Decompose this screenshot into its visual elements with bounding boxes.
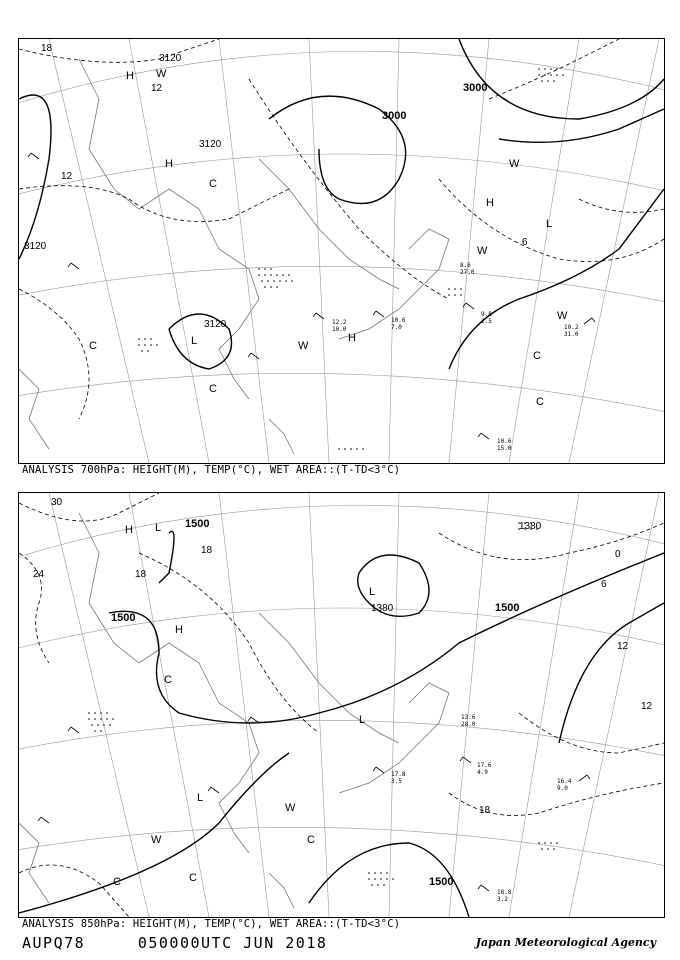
height-label: 1500 (495, 602, 520, 614)
wet-area (258, 268, 293, 288)
wet-area (448, 288, 462, 296)
height-contour (559, 603, 664, 743)
wet-area (538, 842, 558, 850)
wet-area (338, 448, 364, 450)
isotherm-label: 12 (617, 641, 629, 652)
system-marker: L (155, 522, 162, 534)
map-panel-700hpa (18, 38, 665, 464)
isotherm (519, 713, 664, 753)
wind-barb (208, 787, 219, 793)
isotherm (19, 186, 289, 222)
station-dewpoint: 4.9 (477, 769, 488, 776)
station-temp: 10.6 (391, 317, 406, 324)
isotherm-label: 18 (41, 43, 53, 54)
station-temp: 9.8 (481, 311, 492, 318)
station-dewpoint: 2.5 (481, 318, 492, 325)
wind-barbs (38, 717, 590, 891)
wind-barb (460, 757, 471, 763)
station-plot (481, 311, 492, 325)
wind-barb (28, 153, 39, 159)
system-marker: W (156, 68, 167, 80)
station-temp: 12.2 (332, 319, 347, 326)
station-dewpoint: 7.0 (391, 324, 402, 331)
isotherms (19, 39, 664, 419)
isotherm-label: 12 (61, 171, 73, 182)
system-marker: C (209, 178, 217, 190)
station-temp: 17.6 (477, 762, 492, 769)
system-marker: C (189, 872, 197, 884)
isotherm (439, 523, 664, 560)
station-dewpoint: 31.0 (564, 331, 579, 338)
station-dewpoint: 27.0 (460, 269, 475, 276)
station-plot (477, 762, 492, 776)
system-marker: L (359, 714, 366, 726)
system-marker: W (298, 340, 309, 352)
system-marker: C (164, 674, 172, 686)
height-contours (19, 531, 664, 917)
wet-areas (88, 522, 558, 886)
system-marker: L (191, 335, 198, 347)
station-dewpoint: 3.2 (497, 896, 508, 903)
isotherm-label: 18 (201, 545, 213, 556)
height-contour (19, 95, 51, 259)
isotherm-label: 0 (615, 549, 621, 560)
system-marker: W (151, 834, 162, 846)
height-label: 3120 (199, 139, 222, 150)
station-plot (332, 319, 347, 333)
system-marker: H (165, 158, 173, 170)
station-temp: 18.8 (497, 889, 512, 896)
system-marker: L (369, 586, 376, 598)
wind-barb (584, 318, 595, 324)
system-marker: C (209, 383, 217, 395)
wet-area (138, 338, 158, 352)
height-label: 3120 (24, 241, 47, 252)
panel-caption-700hpa: ANALYSIS 700hPa: HEIGHT(M), TEMP(°C), WET AREA::(T-TD<3°C) (22, 464, 401, 476)
height-contour (459, 39, 664, 119)
station-plot (564, 324, 579, 338)
coastline (19, 513, 449, 908)
wind-barb (579, 775, 590, 781)
map-700-svg (19, 39, 664, 463)
station-temp: 10.2 (564, 324, 579, 331)
isotherm (489, 39, 619, 99)
station-plot (461, 714, 476, 728)
map-850-svg (19, 493, 664, 917)
height-label: 1500 (111, 612, 136, 624)
system-marker: W (285, 802, 296, 814)
station-plot (557, 778, 572, 792)
system-marker: C (533, 350, 541, 362)
wind-barb (373, 311, 384, 317)
wind-barb (478, 885, 489, 891)
wet-area (538, 68, 564, 82)
height-labels (111, 518, 542, 888)
isotherm-label: 12 (151, 83, 163, 94)
height-contour (499, 109, 664, 142)
system-marker: C (536, 396, 544, 408)
wet-area (88, 712, 114, 732)
station-plot (391, 317, 406, 331)
wet-areas (138, 68, 564, 450)
system-marker: W (557, 310, 568, 322)
chart-code: AUPQ78 (22, 934, 86, 952)
isotherm-label: 18 (135, 569, 147, 580)
height-label: 3120 (159, 53, 182, 64)
system-marker: H (486, 197, 494, 209)
wind-barbs (28, 153, 595, 439)
panel-caption-850hpa: ANALYSIS 850hPa: HEIGHT(M), TEMP(°C), WET AREA::(T-TD<3°C) (22, 918, 401, 930)
system-marker: W (477, 245, 488, 257)
height-label: 1500 (429, 876, 454, 888)
station-plot (497, 889, 512, 903)
station-temp: 10.6 (497, 438, 512, 445)
station-dewpoint: 10.0 (332, 326, 347, 333)
station-temp: 17.8 (391, 771, 406, 778)
height-label: 3000 (382, 110, 407, 122)
system-marker: L (546, 218, 553, 230)
height-contour (449, 189, 664, 369)
height-label: 1500 (185, 518, 210, 530)
chart-identifier (22, 934, 327, 952)
wind-barb (248, 353, 259, 359)
wind-barb (68, 727, 79, 733)
station-plot (497, 438, 512, 452)
station-dewpoint: 28.0 (461, 721, 476, 728)
station-temp: 16.4 (557, 778, 572, 785)
isotherm-label: 24 (33, 569, 45, 580)
system-marker: H (175, 624, 183, 636)
wind-barb (68, 263, 79, 269)
system-marker: C (89, 340, 97, 352)
system-marker: C (307, 834, 315, 846)
isotherm-labels (41, 43, 528, 248)
system-marker: H (348, 332, 356, 344)
station-plot (460, 262, 475, 276)
wind-barb (373, 767, 384, 773)
system-marker: H (126, 70, 134, 82)
station-dewpoint: 3.5 (391, 778, 402, 785)
height-contour (159, 531, 174, 583)
height-label: 3120 (204, 319, 227, 330)
station-dewpoint: 15.0 (497, 445, 512, 452)
map-panel-850hpa (18, 492, 665, 918)
station-temp: 8.6 (460, 262, 471, 269)
system-marker: H (125, 524, 133, 536)
isotherm (19, 493, 159, 521)
station-plot (391, 771, 406, 785)
system-marker: W (509, 158, 520, 170)
height-label: 3000 (463, 82, 488, 94)
height-label: 1380 (371, 603, 394, 614)
isotherm-labels (33, 497, 653, 816)
wind-barb (463, 303, 474, 309)
system-marker: L (197, 792, 204, 804)
isotherm-label: 6 (601, 579, 607, 590)
isotherm-label: 6 (522, 237, 528, 248)
isotherm-label: 30 (51, 497, 63, 508)
station-dewpoint: 9.0 (557, 785, 568, 792)
agency-name: Japan Meteorological Agency (475, 936, 656, 949)
wind-barb (478, 433, 489, 439)
height-contour (109, 553, 664, 723)
system-marker: C (113, 876, 121, 888)
isotherm-label: 18 (479, 805, 491, 816)
station-temp: 13.6 (461, 714, 476, 721)
analysis-datetime: 050000UTC JUN 2018 (137, 934, 328, 952)
isotherm (19, 289, 89, 419)
isotherm-label: 12 (641, 701, 653, 712)
height-label: 1380 (519, 521, 542, 532)
wind-barb (38, 817, 49, 823)
